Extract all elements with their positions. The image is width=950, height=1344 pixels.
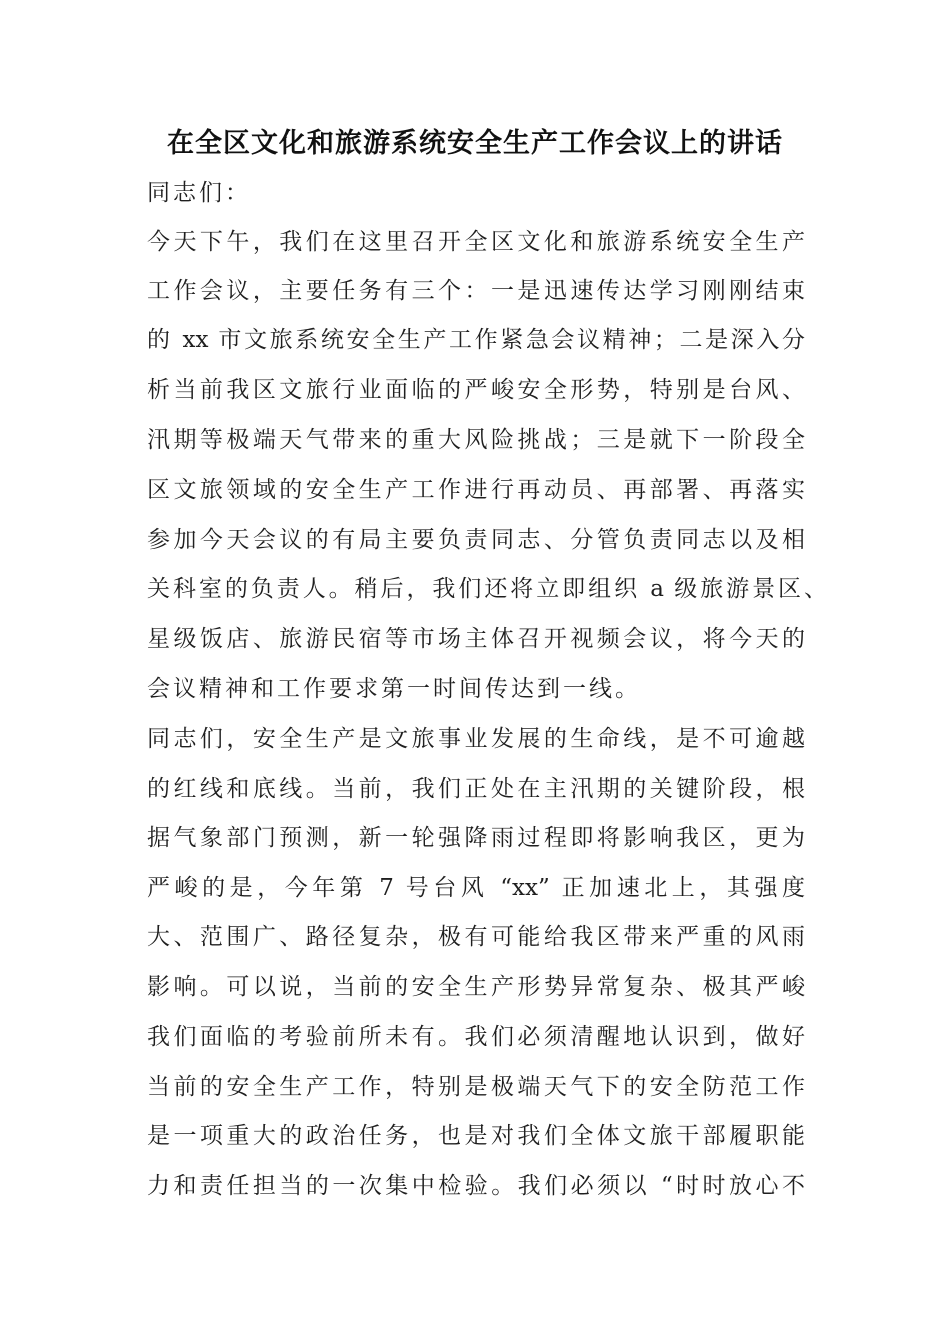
text-line: 同志们，安全生产是文旅事业发展的生命线，是不可逾越: [147, 726, 805, 752]
text-line: 当前的安全生产工作，特别是极端天气下的安全防范工作: [147, 1074, 805, 1100]
text-line: 同志们：: [147, 180, 251, 206]
text-line: 影响。可以说，当前的安全生产形势异常复杂、极其严峻: [147, 974, 805, 1000]
text-line: 的 xx 市文旅系统安全生产工作紧急会议精神；二是深入分: [147, 327, 805, 353]
text-line: 我们面临的考验前所未有。我们必须清醒地认识到，做好: [147, 1024, 805, 1050]
text-line: 的红线和底线。当前，我们正处在主汛期的关键阶段，根: [147, 776, 805, 802]
text-line: 关科室的负责人。稍后，我们还将立即组织 a 级旅游景区、: [147, 576, 827, 602]
text-line: 析当前我区文旅行业面临的严峻安全形势，特别是台风、: [147, 377, 805, 403]
text-line: 大、范围广、路径复杂，极有可能给我区带来严重的风雨: [147, 924, 805, 950]
document-title: 在全区文化和旅游系统安全生产工作会议上的讲话: [167, 128, 783, 159]
text-line: 是一项重大的政治任务，也是对我们全体文旅干部履职能: [147, 1123, 805, 1149]
text-line: 力和责任担当的一次集中检验。我们必须以 “时时放心不: [147, 1173, 805, 1199]
text-line: 工作会议，主要任务有三个：一是迅速传达学习刚刚结束: [147, 278, 805, 304]
text-line: 区文旅领域的安全生产工作进行再动员、再部署、再落实: [147, 477, 805, 503]
text-line: 汛期等极端天气带来的重大风险挑战；三是就下一阶段全: [147, 427, 805, 453]
text-line: 参加今天会议的有局主要负责同志、分管负责同志以及相: [147, 527, 805, 553]
text-line: 会议精神和工作要求第一时间传达到一线。: [147, 676, 641, 702]
text-line: 今天下午，我们在这里召开全区文化和旅游系统安全生产: [147, 229, 805, 255]
text-line: 星级饭店、旅游民宿等市场主体召开视频会议，将今天的: [147, 626, 805, 652]
text-line: 据气象部门预测，新一轮强降雨过程即将影响我区，更为: [147, 825, 805, 851]
text-line: 严峻的是，今年第 7 号台风 “xx” 正加速北上，其强度: [147, 875, 805, 901]
